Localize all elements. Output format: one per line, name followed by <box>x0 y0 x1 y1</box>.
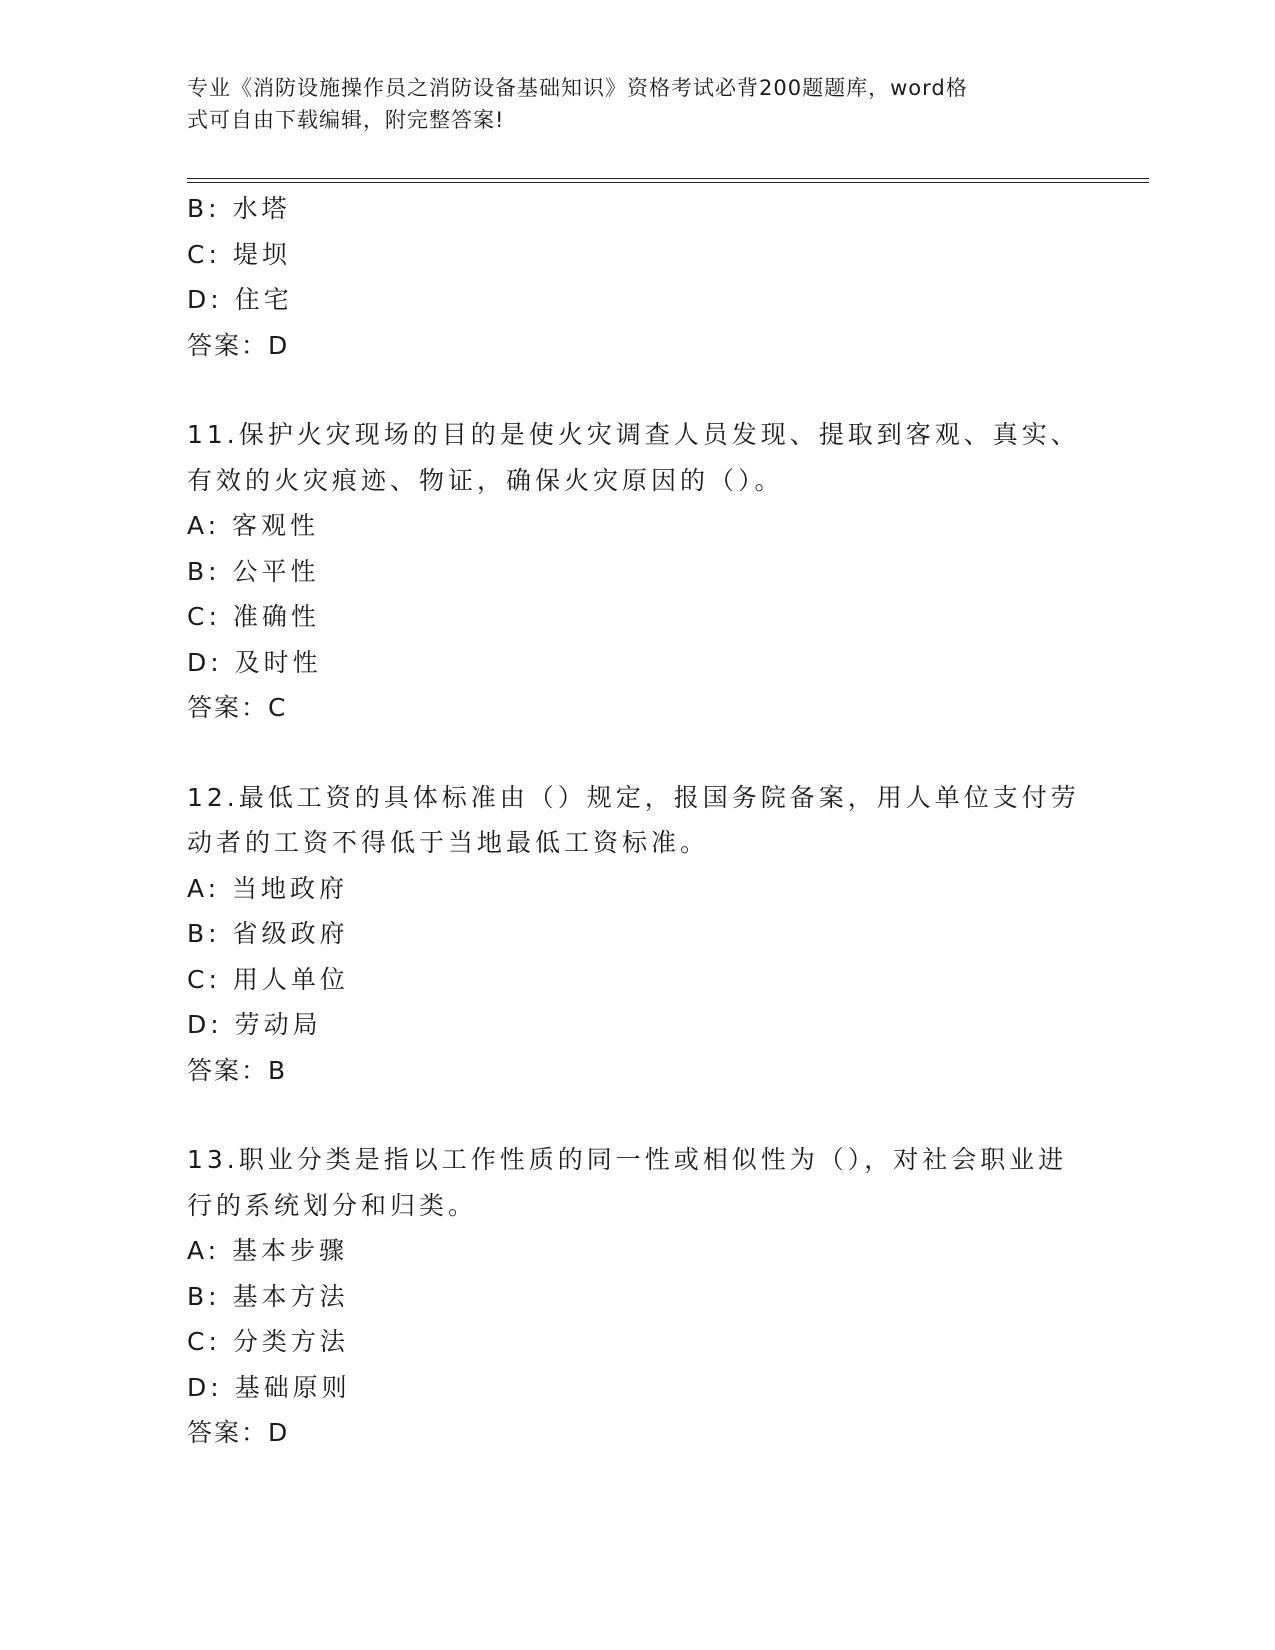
option-c: C: 堤坝 <box>187 239 291 269</box>
answer-line: 答案：D <box>187 330 290 360</box>
question-12 <box>187 775 1087 1094</box>
answer-line: 答案：B <box>187 1055 288 1085</box>
previous-question-tail <box>187 186 1087 368</box>
question-text-line-1: 12.最低工资的具体标准由（）规定，报国务院备案，用人单位支付劳 <box>187 782 1080 812</box>
answer-line: 答案：C <box>187 693 288 722</box>
question-text-line-2: 行的系统划分和归类。 <box>187 1190 478 1220</box>
option-c: C: 准确性 <box>187 602 320 631</box>
header-divider-top <box>187 178 1149 179</box>
question-text-line-2: 动者的工资不得低于当地最低工资标准。 <box>187 828 710 857</box>
question-13 <box>187 1137 1087 1456</box>
option-d: D: 劳动局 <box>187 1010 322 1039</box>
document-header <box>187 72 1067 136</box>
question-text-line-1: 13.职业分类是指以工作性质的同一性或相似性为（），对社会职业进 <box>187 1145 1068 1174</box>
question-text-line-2: 有效的火灾痕迹、物证，确保火灾原因的（）。 <box>187 465 784 495</box>
option-a: A: 基本步骤 <box>187 1236 349 1265</box>
header-line-2: 式可自由下载编辑，附完整答案! <box>187 108 505 132</box>
option-b: B: 基本方法 <box>187 1281 349 1311</box>
header-line-1: 专业《消防设施操作员之消防设备基础知识》资格考试必背200题题库，word格 <box>187 76 968 100</box>
option-d: D: 及时性 <box>187 647 322 677</box>
option-c: C: 分类方法 <box>187 1327 349 1356</box>
question-text-line-1: 11.保护火灾现场的目的是使火灾调查人员发现、提取到客观、真实、 <box>187 420 1080 449</box>
option-b: B: 公平性 <box>187 556 320 586</box>
option-b: B: 省级政府 <box>187 919 349 948</box>
header-divider-bottom <box>187 182 1149 183</box>
option-a: A: 当地政府 <box>187 873 349 903</box>
option-d: D: 住宅 <box>187 285 293 314</box>
option-a: A: 客观性 <box>187 511 320 540</box>
question-list <box>187 186 1087 1456</box>
option-d: D: 基础原则 <box>187 1372 351 1402</box>
answer-line: 答案：D <box>187 1418 290 1447</box>
option-c: C: 用人单位 <box>187 964 349 994</box>
question-11 <box>187 412 1087 731</box>
option-b: B: 水塔 <box>187 194 291 223</box>
